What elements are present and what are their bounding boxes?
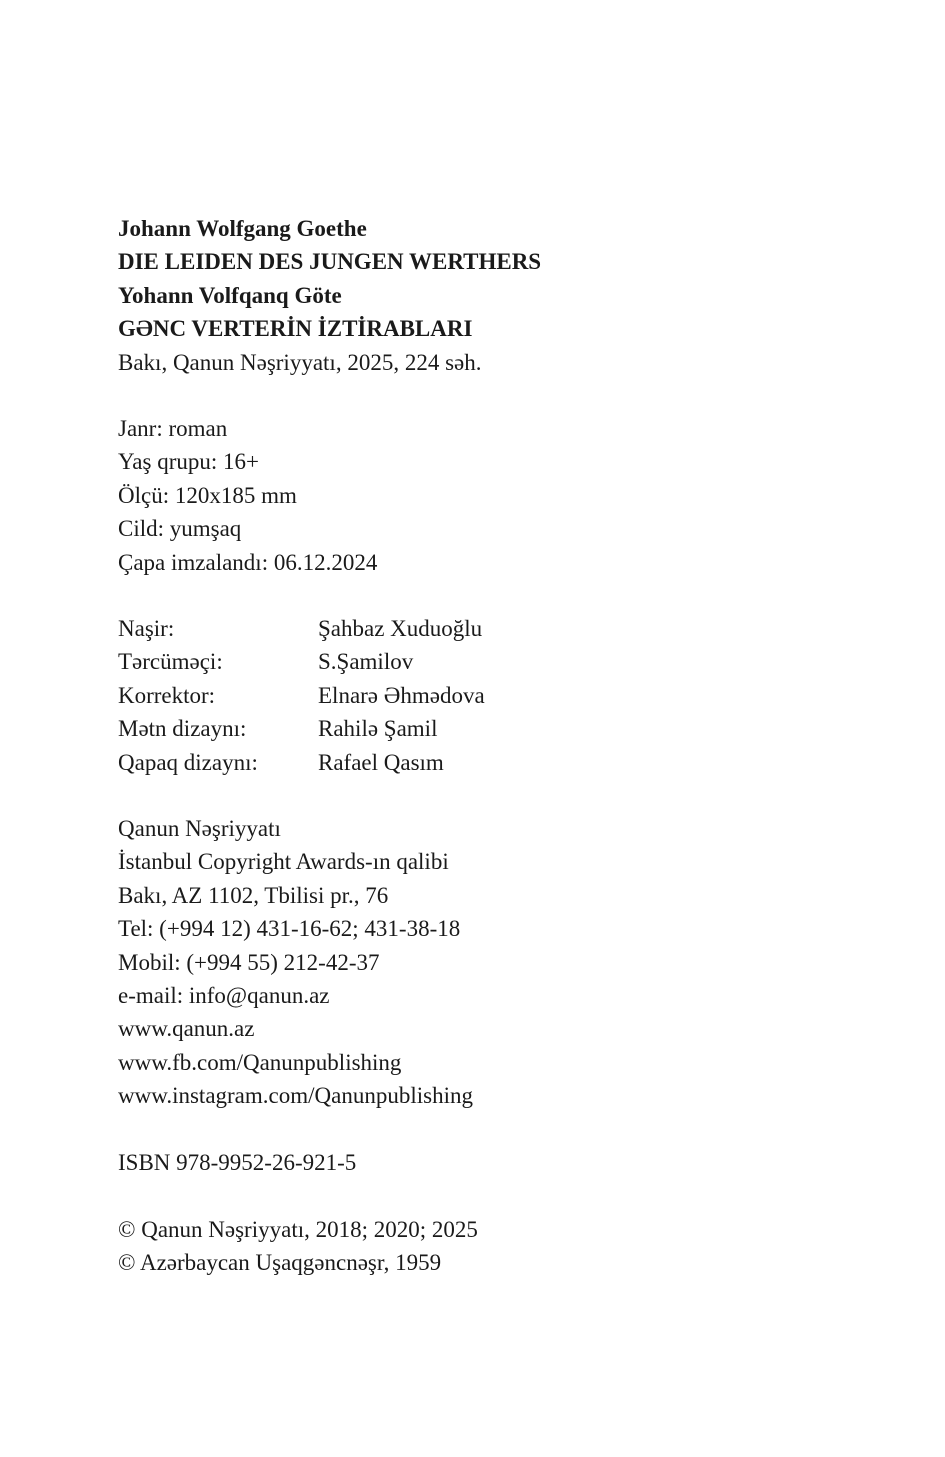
credit-name: Rahilə Şamil bbox=[318, 716, 438, 742]
copyright-publisher: © Qanun Nəşriyyatı, 2018; 2020; 2025 bbox=[118, 1217, 478, 1242]
credit-proofreader bbox=[118, 679, 485, 712]
credit-translator bbox=[118, 645, 485, 678]
credits bbox=[118, 612, 485, 779]
credit-name: Şahbaz Xuduoğlu bbox=[318, 616, 483, 641]
imprint-line: Bakı, Qanun Nəşriyyatı, 2025, 224 səh. bbox=[118, 349, 482, 375]
title-azerbaijani: GƏNC VERTERİN İZTİRABLARI bbox=[118, 316, 473, 342]
credit-name: Elnarə Əhmədova bbox=[318, 682, 485, 708]
publisher-name: Qanun Nəşriyyatı bbox=[118, 816, 281, 841]
publisher-info bbox=[118, 812, 473, 1113]
publisher-award: İstanbul Copyright Awards-ın qalibi bbox=[118, 849, 449, 875]
publisher-instagram: www.instagram.com/Qanunpublishing bbox=[118, 1083, 473, 1109]
publisher-mobile: Mobil: (+994 55) 212-42-37 bbox=[118, 949, 380, 975]
credit-name: Rafael Qasım bbox=[318, 749, 444, 775]
copyright-block bbox=[118, 1213, 478, 1280]
title-block bbox=[118, 212, 541, 379]
publisher-address: Bakı, AZ 1102, Tbilisi pr., 76 bbox=[118, 882, 389, 908]
credit-publisher bbox=[118, 612, 485, 645]
publisher-facebook: www.fb.com/Qanunpublishing bbox=[118, 1049, 402, 1075]
credit-cover-design bbox=[118, 746, 485, 779]
isbn: ISBN 978-9952-26-921-5 bbox=[118, 1150, 357, 1175]
credit-text-design bbox=[118, 712, 485, 745]
credit-role: Tərcüməçi: bbox=[118, 649, 223, 675]
publisher-email: e-mail: info@qanun.az bbox=[118, 983, 330, 1009]
author-azerbaijani: Yohann Volfqanq Göte bbox=[118, 282, 342, 308]
author-original: Johann Wolfgang Goethe bbox=[118, 216, 367, 241]
credit-role: Qapaq dizaynı: bbox=[118, 749, 258, 775]
copyright-original: © Azərbaycan Uşaqgəncnəşr, 1959 bbox=[118, 1250, 442, 1276]
publisher-website: www.qanun.az bbox=[118, 1016, 255, 1042]
meta-print-date: Çapa imzalandı: 06.12.2024 bbox=[118, 549, 378, 575]
isbn-block bbox=[118, 1146, 356, 1179]
meta-binding: Cild: yumşaq bbox=[118, 516, 242, 542]
credit-role: Naşir: bbox=[118, 616, 175, 641]
meta-genre: Janr: roman bbox=[118, 416, 228, 441]
title-original: DIE LEIDEN DES JUNGEN WERTHERS bbox=[118, 249, 542, 275]
meta-age-group: Yaş qrupu: 16+ bbox=[118, 449, 259, 475]
credit-role: Mətn dizaynı: bbox=[118, 716, 247, 742]
book-meta bbox=[118, 412, 377, 579]
meta-size: Ölçü: 120x185 mm bbox=[118, 482, 297, 508]
credit-name: S.Şamilov bbox=[318, 649, 414, 675]
publisher-phone: Tel: (+994 12) 431-16-62; 431-38-18 bbox=[118, 916, 461, 942]
credit-role: Korrektor: bbox=[118, 682, 216, 708]
